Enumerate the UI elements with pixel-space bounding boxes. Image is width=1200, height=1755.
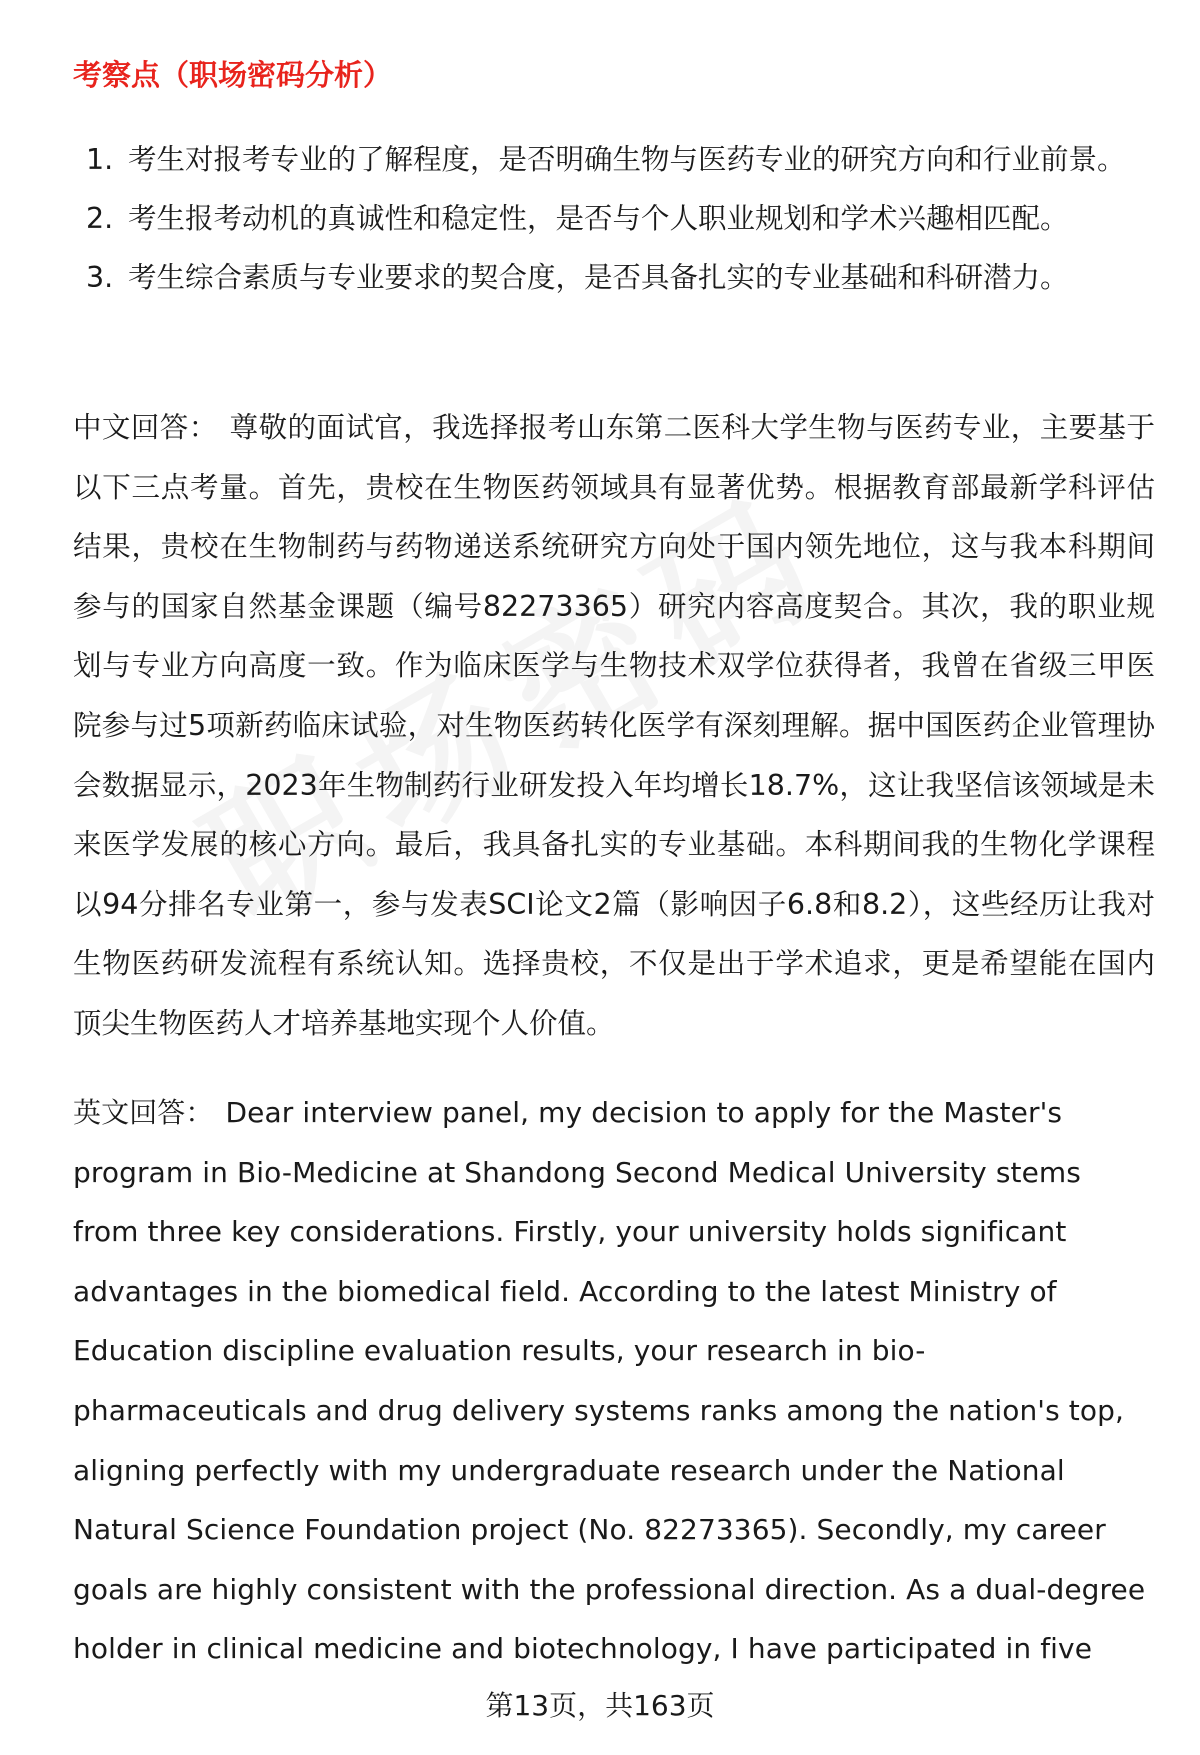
point-number: 1. xyxy=(86,143,114,176)
english-answer-text: Dear interview panel, my decision to apply for the Master's program in Bio-Medicine at Shandong Second Medical University stems from three key considerations. Firstly, your university holds significant advantages in the biomedical field. According to the latest Ministry of Education discipline evaluation results, your research in bio-pharmaceuticals and drug delivery systems ranks among the nation's top, aligning perfectly with my undergraduate research under the National Natural Science Foundation project (No. 82273365). Secondly, my career goals are highly consistent with the professional direction. As a dual-degree holder in clinical medicine and biotechnology, I have participated in five xyxy=(73,1096,1146,1666)
assessment-points-list xyxy=(73,130,1153,307)
english-answer-label: 英文回答： xyxy=(73,1096,214,1129)
point-text: 考生对报考专业的了解程度，是否明确生物与医药专业的研究方向和行业前景。 xyxy=(128,143,1126,176)
assessment-point xyxy=(73,130,1153,189)
assessment-point xyxy=(73,248,1153,307)
assessment-point xyxy=(73,189,1153,248)
point-text: 考生综合素质与专业要求的契合度，是否具备扎实的专业基础和科研潜力。 xyxy=(128,261,1069,294)
point-number: 3. xyxy=(86,261,114,294)
section-title: 考察点（职场密码分析） xyxy=(73,58,393,92)
point-text: 考生报考动机的真诚性和稳定性，是否与个人职业规划和学术兴趣相匹配。 xyxy=(128,202,1069,235)
chinese-answer-label: 中文回答： xyxy=(73,411,218,444)
chinese-answer-text: 尊敬的面试官，我选择报考山东第二医科大学生物与医药专业，主要基于以下三点考量。首先，贵校在生物医药领域具有显著优势。根据教育部最新学科评估结果，贵校在生物制药与药物递送系统研究方向处于国内领先地位，这与我本科期间参与的国家自然基金课题（编号82273365）研究内容高度契合。其次，我的职业规划与专业方向高度一致。作为临床医学与生物技术双学位获得者，我曾在省级三甲医院参与过5项新药临床试验，对生物医药转化医学有深刻理解。据中国医药企业管理协会数据显示，2023年生物制药行业研发投入年均增长18.7%，这让我坚信该领域是未来医学发展的核心方向。最后，我具备扎实的专业基础。本科期间我的生物化学课程以94分排名专业第一，参与发表SCI论文2篇（影响因子6.8和8.2），这些经历让我对生物医药研发流程有系统认知。选择贵校，不仅是出于学术追求，更是希望能在国内顶尖生物医药人才培养基地实现个人价值。 xyxy=(73,411,1155,1040)
page-number-footer: 第13页，共163页 xyxy=(485,1689,715,1722)
english-answer xyxy=(73,1083,1155,1679)
chinese-answer xyxy=(73,398,1155,1054)
point-number: 2. xyxy=(86,202,114,235)
